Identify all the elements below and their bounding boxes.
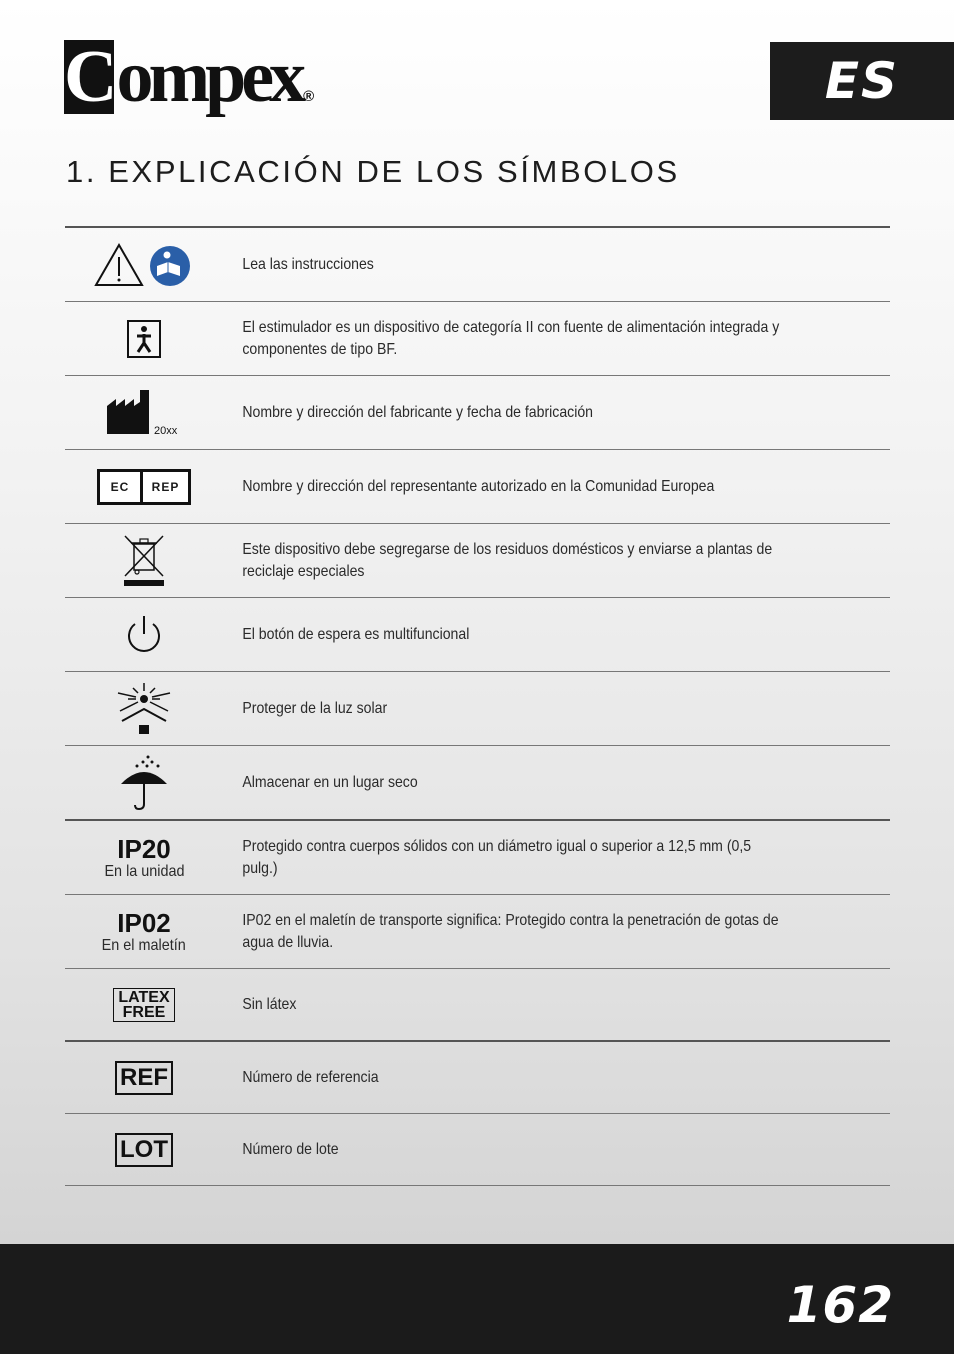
table-row bbox=[65, 969, 890, 1042]
table-row bbox=[65, 821, 890, 895]
weee-bin-icon bbox=[65, 534, 223, 588]
manufacturer-icon bbox=[65, 388, 223, 438]
table-row bbox=[65, 302, 890, 376]
language-tab bbox=[770, 42, 954, 120]
row-description: Nombre y dirección del fabricante y fecha de fabricación bbox=[242, 403, 593, 421]
latex-label: LATEX bbox=[118, 988, 170, 1006]
table-row bbox=[65, 1114, 890, 1186]
table-row bbox=[65, 895, 890, 969]
lot-icon bbox=[65, 1133, 223, 1167]
ip02-label bbox=[65, 909, 223, 955]
table-row bbox=[65, 1042, 890, 1114]
row-description: Lea las instrucciones bbox=[242, 255, 374, 273]
language-label: ES bbox=[824, 52, 900, 110]
keep-dry-umbrella-icon bbox=[65, 754, 223, 812]
logo-first-letter: C bbox=[64, 36, 113, 118]
ip-code: IP20 bbox=[117, 833, 171, 864]
page-footer bbox=[0, 1244, 954, 1354]
row-description: Sin látex bbox=[242, 995, 297, 1013]
ip-location: En el maletín bbox=[101, 936, 187, 954]
keep-away-sunlight-icon bbox=[65, 681, 223, 737]
warning-read-instructions-icon bbox=[65, 242, 223, 288]
symbols-table bbox=[65, 226, 890, 1186]
row-description: Protegido contra cuerpos sólidos con un diámetro igual o superior a 12,5 mm (0,5 pulg.) bbox=[242, 837, 752, 877]
row-description: Nombre y dirección del representante autorizado en la Comunidad Europea bbox=[242, 477, 715, 495]
row-description: El botón de espera es multifuncional bbox=[242, 625, 470, 643]
table-row bbox=[65, 524, 890, 598]
table-row bbox=[65, 450, 890, 524]
row-description: Proteger de la luz solar bbox=[242, 699, 388, 717]
compex-logo bbox=[64, 36, 315, 120]
table-row bbox=[65, 376, 890, 450]
ip20-label bbox=[65, 835, 223, 881]
row-description: Número de referencia bbox=[242, 1068, 379, 1086]
table-row bbox=[65, 228, 890, 302]
ip-code: IP02 bbox=[117, 907, 171, 938]
ip-location: En la unidad bbox=[103, 862, 185, 880]
standby-power-icon bbox=[65, 614, 223, 656]
table-row bbox=[65, 672, 890, 746]
row-description: Almacenar en un lugar seco bbox=[242, 773, 418, 791]
free-label: FREE bbox=[122, 1003, 166, 1021]
table-row bbox=[65, 746, 890, 821]
table-row bbox=[65, 598, 890, 672]
lot-label: LOT bbox=[115, 1133, 173, 1167]
ec-rep-icon bbox=[65, 469, 223, 505]
ref-icon bbox=[65, 1061, 223, 1095]
manufacture-date-label: 20xx bbox=[154, 424, 178, 437]
section-title: 1. EXPLICACIÓN DE LOS SÍMBOLOS bbox=[66, 154, 680, 189]
page-number: 162 bbox=[786, 1276, 894, 1334]
row-description: Número de lote bbox=[242, 1140, 339, 1158]
row-description: IP02 en el maletín de transporte significa: Protegido contra la penetración de gotas de agua de lluvia. bbox=[242, 911, 779, 951]
ref-label: REF bbox=[115, 1061, 173, 1095]
row-description: Este dispositivo debe segregarse de los residuos domésticos y enviarse a plantas de reciclaje especiales bbox=[242, 540, 773, 580]
rep-label: REP bbox=[143, 472, 188, 502]
ec-label: EC bbox=[100, 472, 140, 502]
row-description: El estimulador es un dispositivo de categoría II con fuente de alimentación integrada y componentes de tipo BF. bbox=[242, 318, 780, 358]
logo-registered: ® bbox=[303, 88, 315, 105]
latex-free-icon bbox=[65, 988, 223, 1022]
type-bf-icon bbox=[65, 319, 223, 359]
logo-rest: ompex bbox=[116, 36, 302, 118]
